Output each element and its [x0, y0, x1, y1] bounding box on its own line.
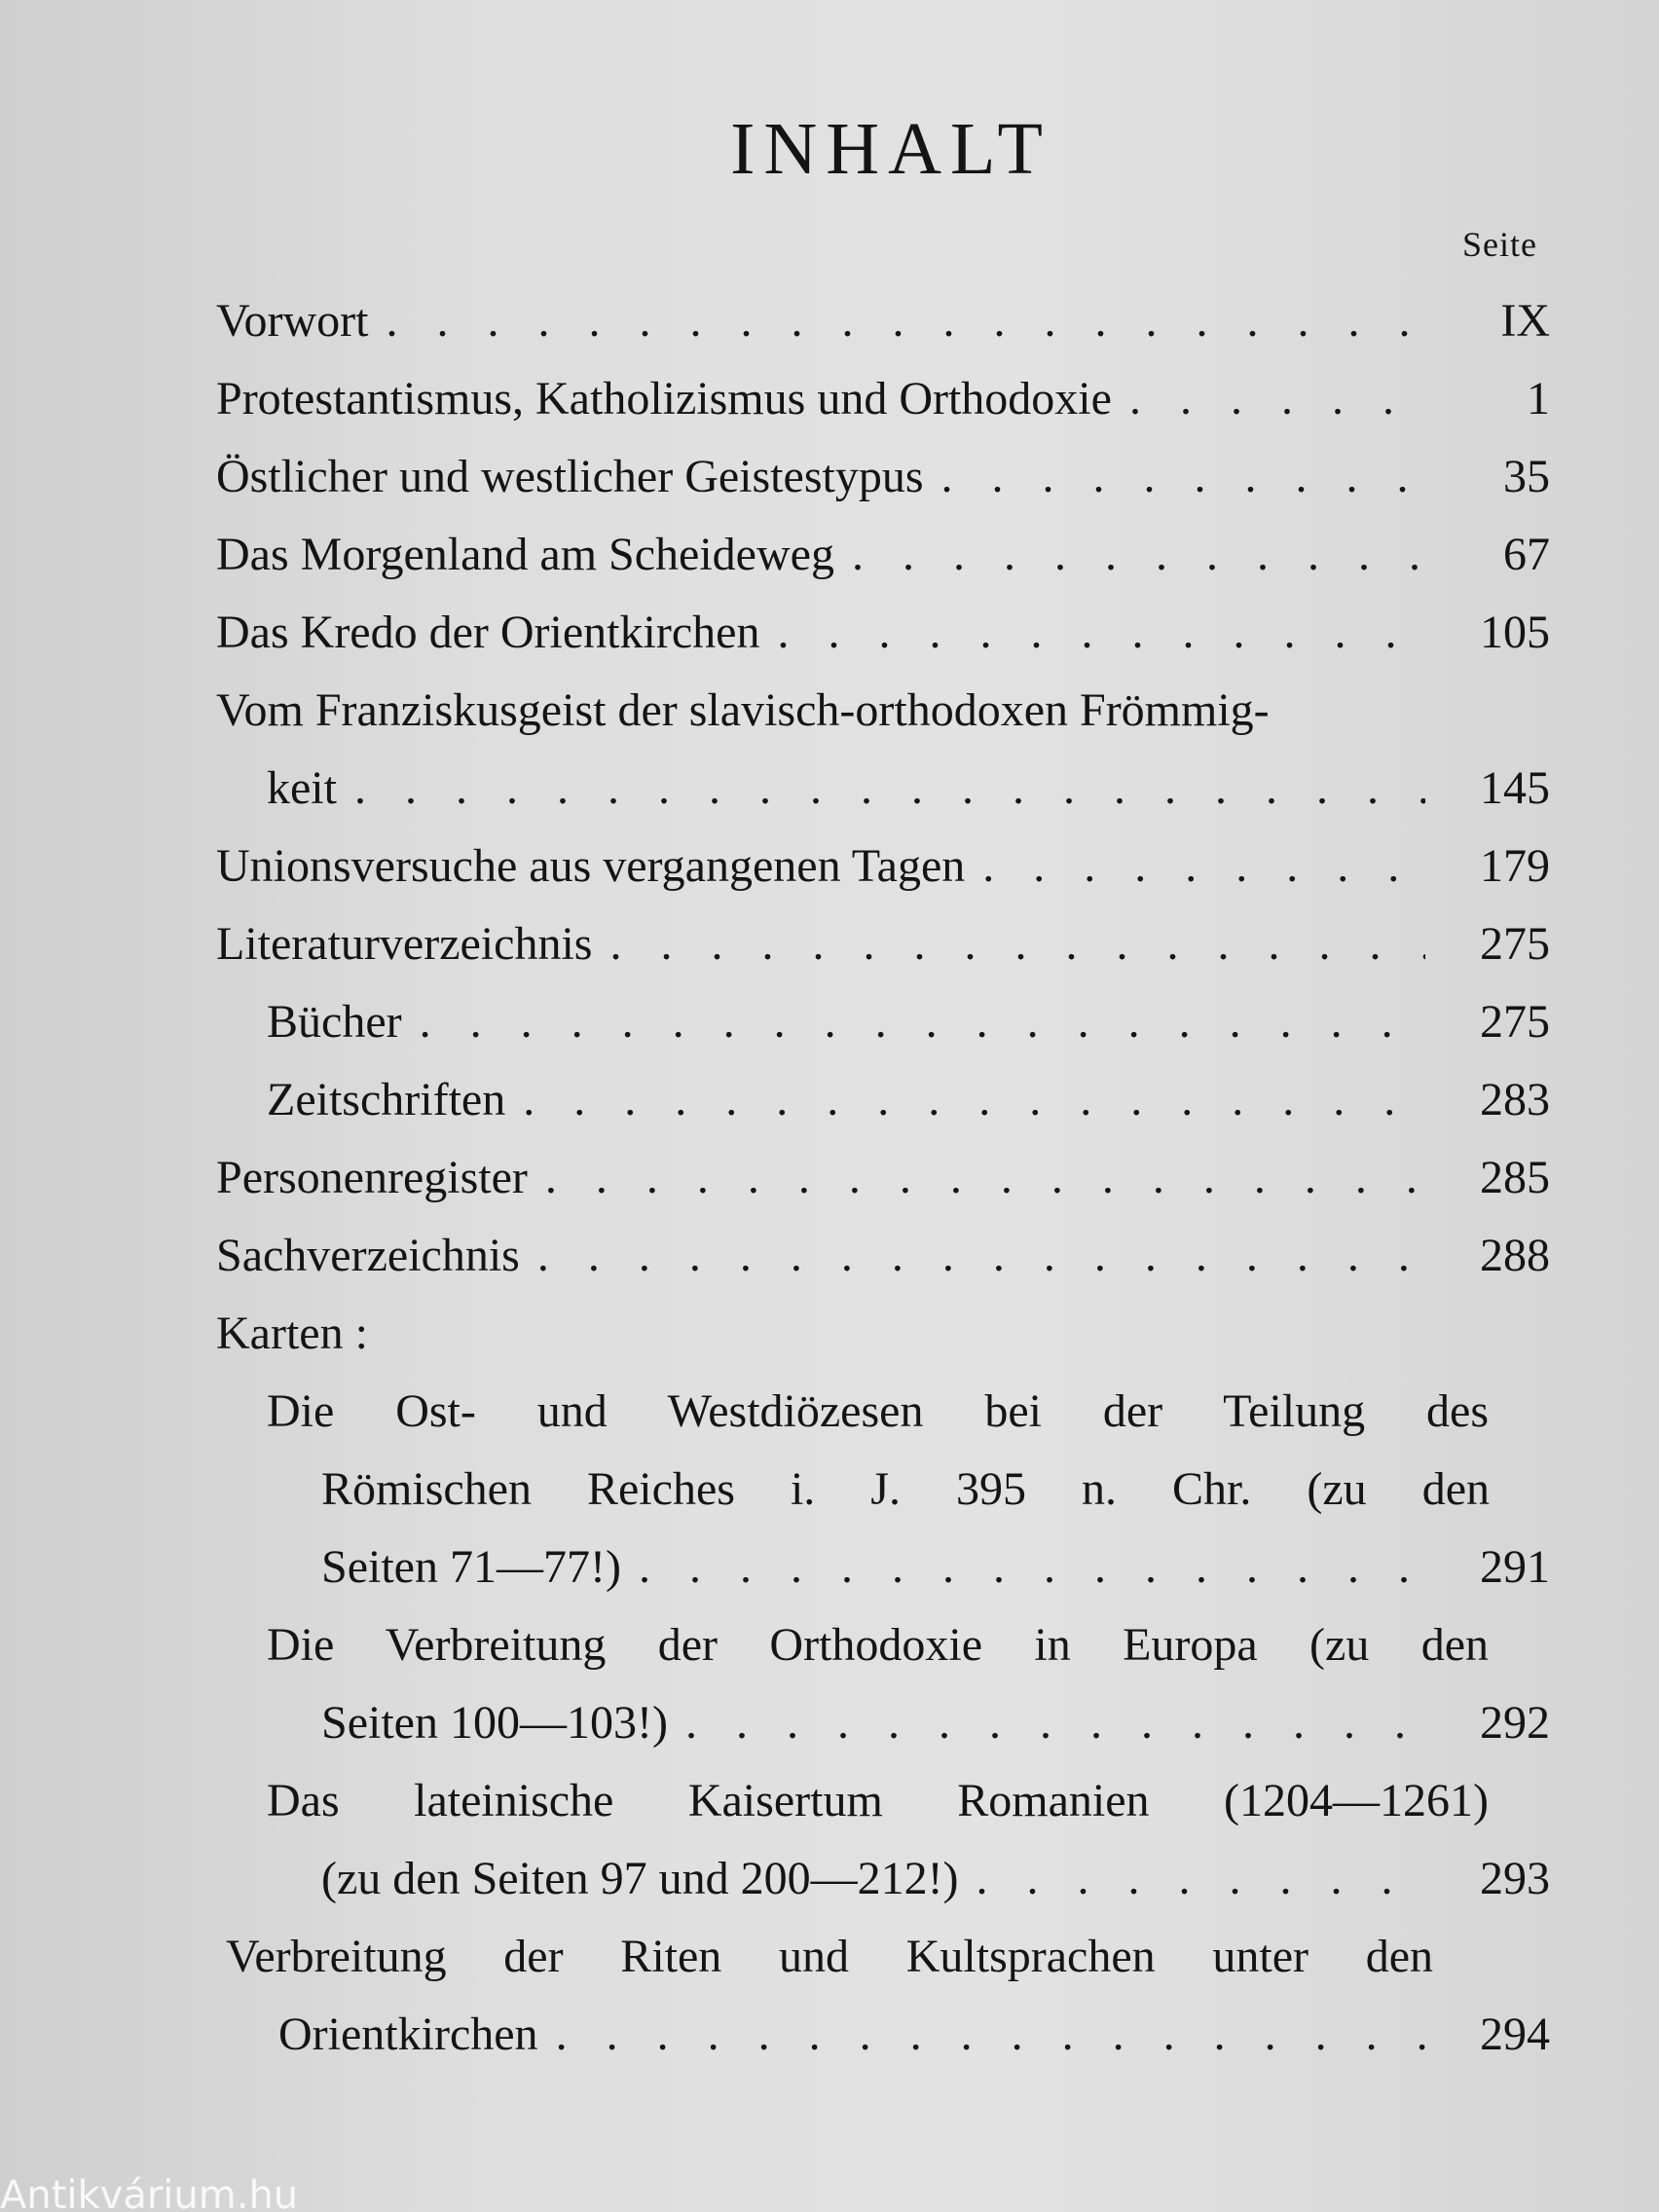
toc-entry-title-line2: Orientkirchen	[278, 2009, 538, 2060]
toc-entry-personenregister	[216, 1139, 1550, 1217]
toc-entry-page: 67	[1503, 529, 1550, 580]
toc-entry-morgenland	[216, 516, 1550, 594]
map-item-orthodoxie	[216, 1606, 1550, 1762]
toc-entry-title: Personenregister	[216, 1152, 528, 1203]
toc-entry-title-line1: Verbreitung der Riten und Kultsprachen unter den	[226, 1931, 1433, 1982]
leader-dots	[537, 1217, 1425, 1295]
map-item-page: 293	[1480, 1853, 1550, 1904]
toc-entry-title: Das Morgenland am Scheideweg	[216, 529, 834, 580]
leader-dots	[523, 1061, 1425, 1139]
map-item-line1: Das lateinische Kaisertum Romanien (1204—1261)	[267, 1775, 1489, 1826]
page-title: INHALT	[730, 108, 1051, 190]
leader-dots	[977, 1840, 1425, 1918]
toc-entry-page: 35	[1503, 451, 1550, 502]
map-item-page: 292	[1480, 1697, 1550, 1749]
toc-entry-title: Das Kredo der Orientkirchen	[216, 607, 760, 658]
toc-entry-page: IX	[1500, 295, 1550, 347]
leader-dots	[556, 1996, 1425, 2074]
leader-dots	[420, 983, 1425, 1061]
toc-entry-page: 105	[1480, 607, 1550, 658]
toc-entry-title: Vorwort	[216, 295, 369, 347]
leader-dots	[545, 1139, 1425, 1217]
toc-entry-zeitschriften	[216, 1061, 1550, 1139]
toc-entry-literaturverzeichnis	[216, 905, 1550, 983]
map-item-line2: Seiten 100—103!)	[321, 1697, 668, 1749]
toc-entry-page: 275	[1480, 918, 1550, 970]
toc-entry-page: 1	[1527, 373, 1550, 424]
map-item-diozesen	[216, 1373, 1550, 1606]
toc-entry-riten	[216, 1918, 1550, 2074]
toc-entry-page: 275	[1480, 996, 1550, 1048]
toc-section-karten	[216, 1295, 1550, 1918]
map-item-line3: Seiten 71—77!)	[321, 1541, 621, 1593]
leader-dots	[1129, 360, 1425, 438]
leader-dots	[609, 905, 1425, 983]
toc-entry-page: 145	[1480, 762, 1550, 814]
toc-entry-title: Östlicher und westlicher Geistestypus	[216, 451, 924, 502]
toc-entry-buecher	[216, 983, 1550, 1061]
leader-dots	[941, 438, 1425, 516]
toc-entry-page: 179	[1480, 840, 1550, 892]
leader-dots	[639, 1529, 1425, 1606]
toc-entry-unionsversuche	[216, 828, 1550, 905]
map-item-line2: Römischen Reiches i. J. 395 n. Chr. (zu den	[321, 1463, 1490, 1515]
leader-dots	[777, 594, 1425, 672]
toc-entry-title-line2: keit	[267, 762, 337, 814]
table-of-contents	[216, 282, 1550, 2074]
map-item-line2: (zu den Seiten 97 und 200—212!)	[321, 1853, 959, 1904]
map-item-line1: Die Verbreitung der Orthodoxie in Europa (zu den	[267, 1619, 1489, 1671]
page-column-label: Seite	[1462, 225, 1537, 264]
toc-entry-title: Protestantismus, Katholizismus und Orthodoxie	[216, 373, 1112, 424]
map-item-page: 291	[1480, 1541, 1550, 1593]
leader-dots	[386, 282, 1425, 360]
map-item-romanien	[216, 1762, 1550, 1918]
watermark: Antikvárium.hu	[0, 2173, 299, 2212]
toc-entry-geistestypus	[216, 438, 1550, 516]
toc-entry-title: Zeitschriften	[267, 1074, 506, 1125]
leader-dots	[354, 750, 1425, 828]
toc-entry-title-line1: Vom Franziskusgeist der slavisch-orthodoxen Frömmig-	[216, 684, 1270, 736]
toc-entry-page: 288	[1480, 1230, 1550, 1281]
toc-entry-title: Literaturverzeichnis	[216, 918, 593, 970]
toc-entry-franziskusgeist	[216, 672, 1550, 828]
toc-entry-sachverzeichnis	[216, 1217, 1550, 1295]
leader-dots	[982, 828, 1425, 905]
leader-dots	[852, 516, 1425, 594]
toc-entry-title: Sachverzeichnis	[216, 1230, 520, 1281]
toc-entry-page: 294	[1480, 2009, 1550, 2060]
toc-entry-vorwort	[216, 282, 1550, 360]
toc-entry-page: 285	[1480, 1152, 1550, 1203]
toc-entry-title: Bücher	[267, 996, 402, 1048]
toc-entry-protestantismus	[216, 360, 1550, 438]
map-item-line1: Die Ost- und Westdiözesen bei der Teilung des	[267, 1385, 1489, 1437]
toc-entry-page: 283	[1480, 1074, 1550, 1125]
toc-entry-title: Unionsversuche aus vergangenen Tagen	[216, 840, 966, 892]
karten-label: Karten :	[216, 1308, 368, 1359]
toc-entry-kredo	[216, 594, 1550, 672]
leader-dots	[685, 1684, 1425, 1762]
